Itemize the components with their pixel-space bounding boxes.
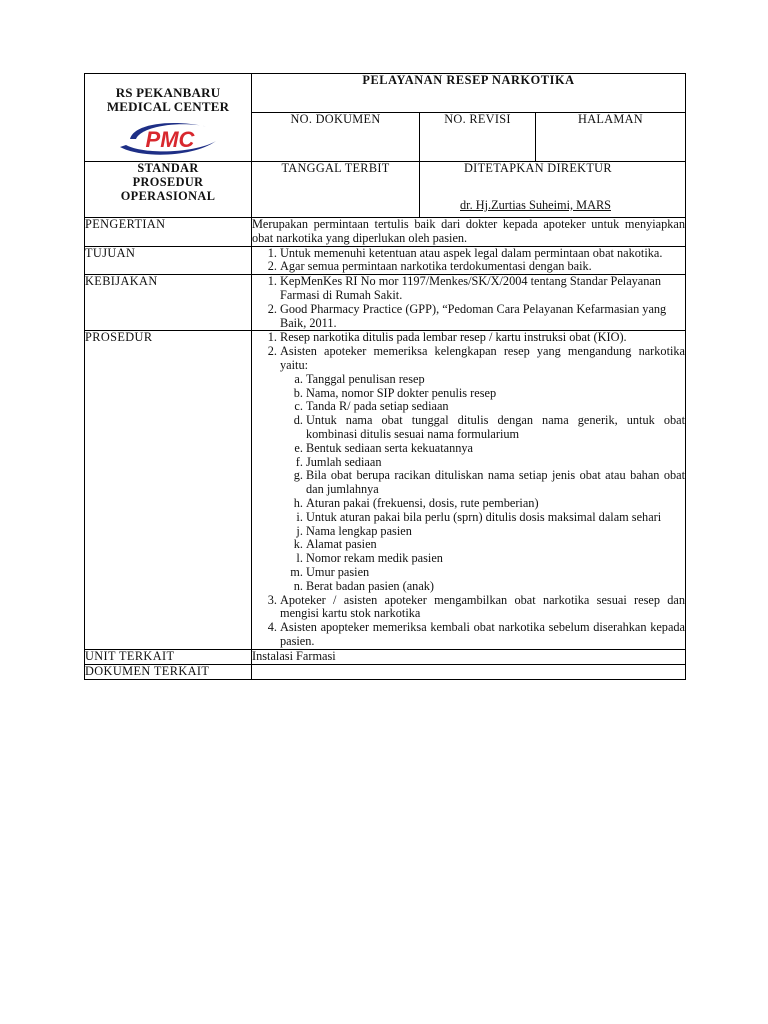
prosedur-label: PROSEDUR — [85, 331, 252, 649]
pengertian-label: PENGERTIAN — [85, 218, 252, 247]
sub-list-item: g. Bila obat berupa racikan dituliskan nama setiap jenis obat atau bahan obat dan jumlahnya — [306, 469, 685, 497]
list-item: 2. Good Pharmacy Practice (GPP), “Pedoman Cara Pelayanan Kefarmasian yang Baik, 2011. — [280, 303, 685, 331]
list-item: 1. Resep narkotika ditulis pada lembar resep / kartu instruksi obat (KIO). — [280, 331, 685, 345]
kebijakan-label: KEBIJAKAN — [85, 275, 252, 331]
prosedur-list — [252, 331, 685, 648]
dokumen-terkait-label: DOKUMEN TERKAIT — [85, 664, 252, 679]
list-item: 1. KepMenKes RI No mor 1197/Menkes/SK/X/2004 tentang Standar Pelayanan Farmasi di Rumah Sakit. — [280, 275, 685, 303]
sop-table — [84, 73, 686, 680]
tanggal-terbit-label: TANGGAL TERBIT — [252, 162, 420, 218]
sub-list-item: b. Nama, nomor SIP dokter penulis resep — [306, 387, 685, 401]
kebijakan-content — [252, 275, 686, 331]
sub-list-item: e. Bentuk sediaan serta kekuatannya — [306, 442, 685, 456]
sop-line3: OPERASIONAL — [120, 188, 216, 203]
hospital-name — [85, 74, 251, 114]
sub-list-item: c. Tanda R/ pada setiap sediaan — [306, 400, 685, 414]
sop-line1: STANDAR — [137, 161, 199, 175]
sub-list-item: k. Alamat pasien — [306, 538, 685, 552]
sub-list-item: j. Nama lengkap pasien — [306, 525, 685, 539]
no-revisi-label: NO. REVISI — [420, 113, 536, 162]
kelengkapan-sublist — [280, 373, 685, 594]
kebijakan-list — [252, 275, 685, 330]
list-item: 4. Asisten apopteker memeriksa kembali obat narkotika sebelum diserahkan kepada pasien. — [280, 621, 685, 649]
logo-text: PMC — [145, 127, 195, 152]
sub-list-item: n. Berat badan pasien (anak) — [306, 580, 685, 594]
hospital-name-line2: MEDICAL CENTER — [106, 99, 230, 114]
ditetapkan-cell — [420, 162, 686, 218]
prosedur-item2-text: Asisten apoteker memeriksa kelengkapan resep yang mengandung narkotika yaitu: — [280, 344, 686, 372]
halaman-label: HALAMAN — [536, 113, 686, 162]
list-item — [280, 345, 685, 593]
hospital-name-line1: RS PEKANBARU — [115, 85, 221, 100]
document-title: PELAYANAN RESEP NARKOTIKA — [252, 74, 686, 113]
sop-line2: PROSEDUR — [132, 174, 204, 189]
sub-list-item: h. Aturan pakai (frekuensi, dosis, rute pemberian) — [306, 497, 685, 511]
ditetapkan-label: DITETAPKAN DIREKTUR — [464, 161, 612, 175]
sub-list-item: m. Umur pasien — [306, 566, 685, 580]
hospital-cell — [85, 74, 252, 162]
dokumen-terkait-value — [252, 664, 686, 679]
tujuan-content — [252, 246, 686, 275]
sub-list-item: f. Jumlah sediaan — [306, 456, 685, 470]
pengertian-text: Merupakan permintaan tertulis baik dari dokter kepada apoteker untuk menyiapkan obat narkotika yang diperlukan oleh pasien. — [252, 217, 686, 245]
sop-document — [84, 73, 685, 680]
tujuan-list — [252, 247, 685, 275]
sub-list-item: i. Untuk aturan pakai bila perlu (sprn) ditulis dosis maksimal dalam sehari — [306, 511, 685, 525]
list-item: 2. Agar semua permintaan narkotika terdokumentasi dengan baik. — [280, 260, 685, 274]
prosedur-content — [252, 331, 686, 649]
direktur-name: dr. Hj.Zurtias Suheimi, MARS — [460, 197, 611, 212]
sub-list-item: l. Nomor rekam medik pasien — [306, 552, 685, 566]
list-item: 1. Untuk memenuhi ketentuan atau aspek legal dalam permintaan obat nakotika. — [280, 247, 685, 261]
unit-terkait-value: Instalasi Farmasi — [252, 649, 686, 664]
sub-list-item: d. Untuk nama obat tunggal ditulis dengan nama generik, untuk obat kombinasi ditulis sesuai nama formularium — [306, 414, 685, 442]
no-dokumen-label: NO. DOKUMEN — [252, 113, 420, 162]
unit-terkait-label: UNIT TERKAIT — [85, 649, 252, 664]
tujuan-label: TUJUAN — [85, 246, 252, 275]
pmc-logo — [112, 117, 224, 161]
sub-list-item: a. Tanggal penulisan resep — [306, 373, 685, 387]
list-item: 3. Apoteker / asisten apoteker mengambilkan obat narkotika sesuai resep dan mengisi kartu stok narkotika — [280, 594, 685, 622]
sop-label — [85, 162, 252, 218]
